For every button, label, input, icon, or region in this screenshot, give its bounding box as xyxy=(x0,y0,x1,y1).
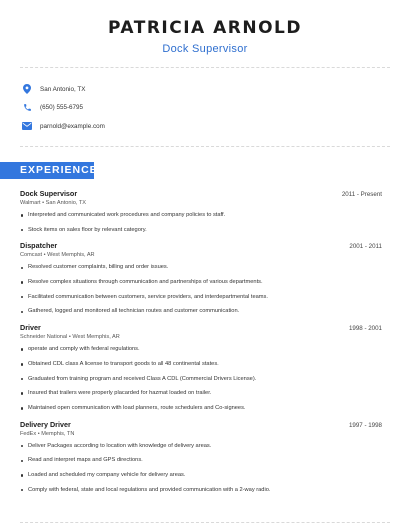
contact-phone xyxy=(22,99,382,118)
contact-email xyxy=(22,117,382,136)
location-text: San Antonio, TX xyxy=(40,85,86,93)
job-dates: 1997 - 1998 xyxy=(348,421,382,429)
job-bullet: Graduated from training program and received Class A CDL (Commercial Drivers License). xyxy=(20,376,382,383)
job-bullet: Resolve complex situations through communication and partnerships of various departments. xyxy=(20,279,382,286)
job-bullet: Deliver Packages according to location with knowledge of delivery areas. xyxy=(20,443,382,450)
job-dates: 2011 - Present xyxy=(341,191,382,198)
email-text: parnold@example.com xyxy=(40,122,105,130)
candidate-role: Dock Supervisor xyxy=(162,43,248,55)
job-dates: 2001 - 2011 xyxy=(349,243,382,251)
job-title: Dispatcher xyxy=(20,241,58,251)
mail-icon xyxy=(22,121,32,131)
candidate-name: PATRICIA ARNOLD xyxy=(108,18,302,38)
job-entry xyxy=(20,189,382,234)
job-entry xyxy=(20,420,382,494)
job-title: Driver xyxy=(20,323,41,333)
job-entry xyxy=(20,241,382,315)
resume-header xyxy=(0,18,410,55)
job-bullet: Gathered, logged and monitored all technician routes and customer communication. xyxy=(20,308,382,315)
job-dates: 1998 - 2001 xyxy=(348,325,382,333)
job-company: FedEx • Memphis, TN xyxy=(20,430,75,437)
job-bullet: Facilitated communication between customers, service providers, and interdepartmental teams. xyxy=(20,294,382,301)
job-bullet: Read and interpret maps and GPS directions. xyxy=(20,457,382,464)
job-company: Schneider National • West Memphis, AR xyxy=(20,334,120,341)
job-bullet: operate and comply with federal regulations. xyxy=(20,346,382,353)
phone-icon xyxy=(22,103,32,113)
contact-location xyxy=(22,80,382,99)
contact-block xyxy=(22,80,382,136)
phone-text: (650) 555-6795 xyxy=(40,104,84,112)
contact-divider xyxy=(20,146,390,147)
job-bullet: Maintained open communication with load planners, route schedulers and Co-signees. xyxy=(20,405,382,412)
job-bullet: Obtained CDL class A license to transport goods to all 48 continental states. xyxy=(20,361,382,368)
job-company: Walmart • San Antonio, TX xyxy=(20,200,87,206)
job-company: Comcast • West Memphis, AR xyxy=(20,252,95,259)
job-bullet: Loaded and scheduled my company vehicle for delivery areas. xyxy=(20,472,382,479)
experience-heading: EXPERIENCE xyxy=(0,162,94,179)
job-bullet: Resolved customer complaints, billing and order issues. xyxy=(20,264,382,271)
job-bullet: Stock items on sales floor by relevant category. xyxy=(20,227,382,234)
job-bullet: Comply with federal, state and local regulations and provided communication with a 2-way radio. xyxy=(20,487,382,494)
footer-divider xyxy=(20,522,390,523)
job-entry xyxy=(20,323,382,412)
header-divider xyxy=(20,67,390,68)
job-title: Dock Supervisor xyxy=(20,189,78,198)
job-bullet: Interpreted and communicated work procedures and company policies to staff. xyxy=(20,212,382,219)
map-pin-icon xyxy=(22,84,32,94)
job-bullet: Insured that trailers were properly placarded for hazmat loaded on trailer. xyxy=(20,390,382,397)
experience-list xyxy=(20,189,382,501)
job-title: Delivery Driver xyxy=(20,419,71,429)
